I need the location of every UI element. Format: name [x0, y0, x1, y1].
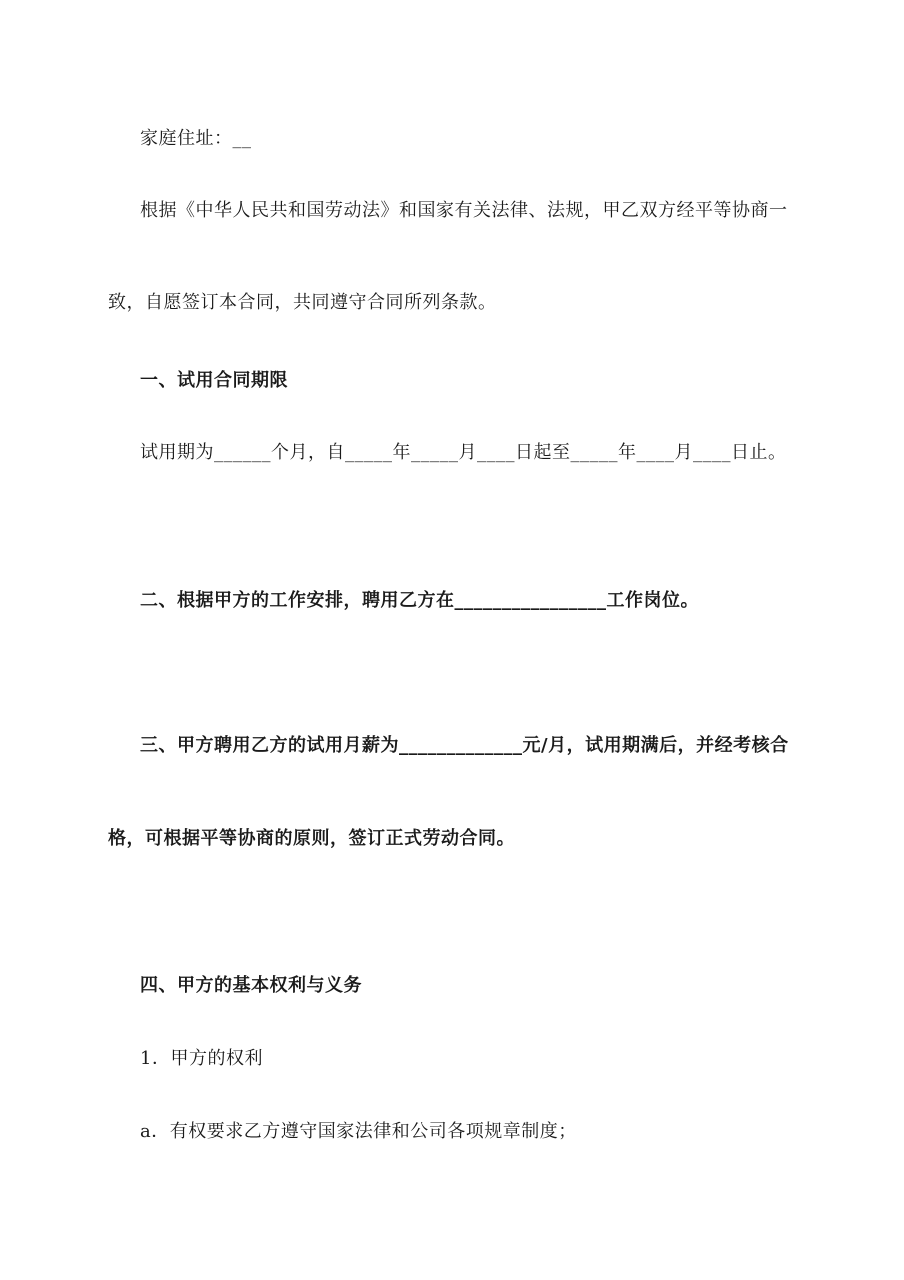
- section-4-heading: 四、甲方的基本权利与义务: [140, 975, 362, 996]
- intro-paragraph-line-1: 根据《中华人民共和国劳动法》和国家有关法律、法规，甲乙双方经平等协商一: [140, 200, 788, 221]
- address-line: 家庭住址：__: [140, 128, 252, 149]
- intro-paragraph-line-2: 致，自愿签订本合同，共同遵守合同所列条款。: [108, 292, 497, 313]
- item-a-text: a．有权要求乙方遵守国家法律和公司各项规章制度；: [140, 1121, 577, 1142]
- section-3-line-1: 三、甲方聘用乙方的试用月薪为_____________元/月，试用期满后，并经考核合: [140, 735, 789, 756]
- section-1-heading: 一、试用合同期限: [140, 370, 288, 391]
- item-1-heading: 1．甲方的权利: [140, 1048, 263, 1069]
- section-1-text: 试用期为______个月，自_____年_____月____日起至_____年____月____日止。: [140, 442, 787, 463]
- section-2-text: 二、根据甲方的工作安排，聘用乙方在________________工作岗位。: [140, 590, 699, 611]
- section-3-line-2: 格，可根据平等协商的原则，签订正式劳动合同。: [108, 828, 515, 849]
